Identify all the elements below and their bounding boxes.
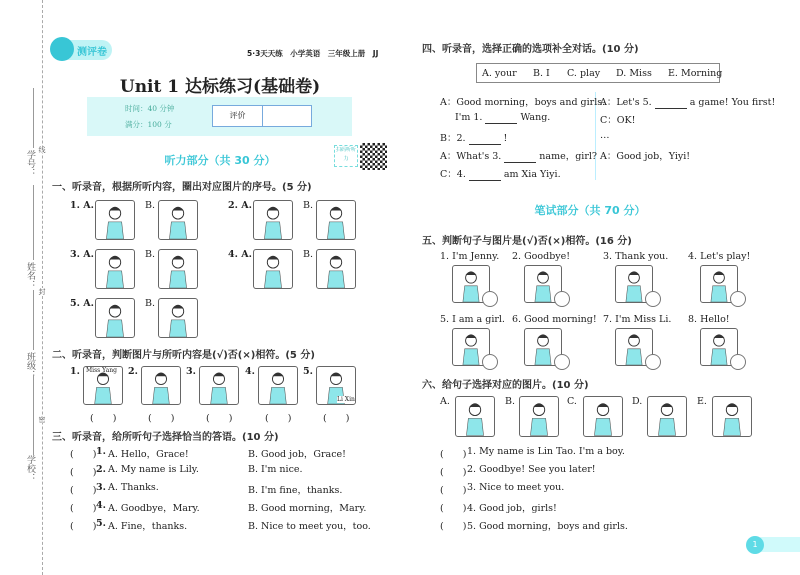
sentence: 3. Nice to meet you. [467,482,565,493]
statement: 7. I'm Miss Li. [603,314,672,325]
dialog-text: I'm 1. [455,112,483,123]
dialog-text: a game! You first! [689,97,776,108]
item-number: 5. A. [70,298,94,309]
answer-paren[interactable]: ( ) [265,413,292,424]
answer-blank[interactable] [504,151,536,163]
answer-paren[interactable]: ( ) [70,521,97,532]
picture-letter: A. [440,396,450,407]
dialog-text: Wang. [520,112,551,123]
dialog-line [600,112,635,126]
dialog-line [440,130,507,145]
item-number: 2. [128,366,138,377]
item-number: 3. [186,366,196,377]
section-6-title: 六、给句子选择对应的图片。(10 分) [422,380,589,391]
option-a-picture [253,249,293,289]
item-number: 4. A. [228,249,252,260]
page-strip [760,537,800,552]
section-1-title: 一、听录音，根据所听内容，圈出对应图片的序号。(5 分) [52,182,312,193]
option: C. play [567,68,601,79]
option-a-picture [253,200,293,240]
item-number: 4. [245,366,255,377]
answer-circle[interactable] [645,354,661,370]
series-header: 5·3天天练 小学英语 三年级上册 JJ [247,49,379,58]
option-b-picture [158,298,198,338]
field-line [33,185,34,260]
answer-circle[interactable] [482,291,498,307]
picture-letter: E. [697,396,707,407]
option: A. your [482,68,517,79]
field-school: 学校： [25,455,35,482]
option-a-picture [95,298,135,338]
answer-paren[interactable]: ( ) [440,449,467,460]
sentence: 4. Good job，girls! [467,503,557,514]
answer-paren[interactable]: ( ) [70,485,97,496]
dialog-text: … [600,130,610,141]
option-b-label: B. [145,200,156,211]
logo-label: 测评卷 [77,47,107,58]
field-student-id: 学号： [25,150,35,177]
page-title: Unit 1 达标练习(基础卷) [119,77,321,97]
item-number: 2. [96,464,106,475]
option-a-picture [95,249,135,289]
statement: 1. I'm Jenny. [440,251,500,262]
option-b: B. I'm fine，thanks. [248,485,343,496]
dialog-line [440,148,597,163]
choice-picture [712,396,752,437]
field-line [33,290,34,350]
option-b-label: B. [145,249,156,260]
dialog-line [600,130,610,141]
option-b: B. I'm nice. [248,464,303,475]
dialog-line [455,112,550,124]
answer-paren[interactable]: ( ) [440,467,467,478]
option: E. Morning [668,68,723,79]
section-5-title: 五、判断句子与图片是(√)否(×)相符。(16 分) [422,236,632,247]
info-box [87,97,352,136]
field-class: 班级： [25,352,35,379]
statement: 2. Goodbye! [512,251,571,262]
statement: 3. Thank you. [603,251,669,262]
answer-circle[interactable] [482,354,498,370]
section-4-title: 四、听录音，选择正确的选项补全对话。(10 分) [422,44,639,55]
answer-paren[interactable]: ( ) [440,485,467,496]
option-b-picture [316,249,356,289]
item-number: 3. [96,482,106,493]
judge-picture [83,366,123,405]
item-number: 4. [96,500,106,511]
item-number: 2. A. [228,200,252,211]
dialog-text: C：4. [440,169,466,180]
pic-text: Li Xin [337,396,355,403]
choice-picture [519,396,559,437]
picture-letter: B. [505,396,516,407]
choice-picture [583,396,623,437]
choice-picture [647,396,687,437]
answer-blank[interactable] [469,169,501,181]
cut-mark: 密 [38,416,46,423]
answer-paren[interactable]: ( ) [70,449,97,460]
option-b-label: B. [145,298,156,309]
judge-picture [199,366,239,405]
sentence: 1. My name is Lin Tao. I'm a boy. [467,446,625,457]
answer-circle[interactable] [645,291,661,307]
field-line [33,88,34,148]
sentence: 5. Good morning，boys and girls. [467,521,628,532]
answer-paren[interactable]: ( ) [148,413,175,424]
page-number: 1 [746,536,764,554]
field-name: 姓名： [25,262,35,289]
option-b-picture [158,249,198,289]
option-a: A. Goodbye，Mary. [108,503,200,514]
dialog-text: A：What's 3. [440,151,502,162]
answer-circle[interactable] [554,354,570,370]
logo [52,40,112,60]
statement: 5. I am a girl. [440,314,505,325]
dialog-text: A：Good morning，boys and girls. [440,97,606,108]
answer-blank[interactable] [485,112,517,124]
option-b: B. Good morning，Mary. [248,503,367,514]
time-limit: 时间：40 分钟 [125,104,175,113]
evaluation-label: 评价 [213,106,263,126]
section-2-title: 二、听录音，判断图片与所听内容是(√)否(×)相符。(5 分) [52,350,315,361]
judge-picture [141,366,181,405]
cut-mark: 线 [38,146,46,153]
option-b-label: B. [303,249,314,260]
item-number: 5. [96,518,106,529]
item-number: 3. A. [70,249,94,260]
statement: 4. Let's play! [688,251,751,262]
sentence: 2. Goodbye! See you later! [467,464,596,475]
option-a: A. Hello，Grace! [108,449,189,460]
listening-section-title: 听力部分（共 30 分） [164,154,276,167]
answer-circle[interactable] [554,291,570,307]
full-score: 满分：100 分 [125,120,172,129]
answer-paren[interactable]: ( ) [206,413,233,424]
option: B. I [533,68,550,79]
item-number: 5. [303,366,313,377]
picture-letter: D. [632,396,643,407]
logo-face-icon [50,37,74,61]
option-b-picture [158,200,198,240]
qr-label: 扫码听听力 [334,145,358,167]
option-a: A. My name is Lily. [108,464,199,475]
answer-paren[interactable]: ( ) [70,467,97,478]
dialog-text: C：OK! [600,115,636,126]
item-number: 1. A. [70,200,94,211]
option: D. Miss [616,68,652,79]
dialog-text: name，girl? [539,151,598,162]
dialog-text: ! [503,133,508,144]
written-section-title: 笔试部分（共 70 分） [534,204,646,217]
option-b: B. Good job，Grace! [248,449,346,460]
dialog-text: A：Let's 5. [600,97,652,108]
option-b-picture [316,200,356,240]
cut-mark: 封 [38,288,46,295]
field-line [33,375,34,455]
picture-letter: C. [567,396,577,407]
option-b-label: B. [303,200,314,211]
dialog-text: am Xia Yiyi. [503,169,561,180]
dialog-line [600,148,690,162]
dialog-line [600,94,775,109]
answer-paren[interactable]: ( ) [440,503,467,514]
statement: 8. Hello! [688,314,730,325]
answer-paren[interactable]: ( ) [323,413,350,424]
option-b: B. Nice to meet you，too. [248,521,371,532]
options-box [476,63,723,83]
dialog-text: B：2. [440,133,466,144]
answer-circle[interactable] [730,291,746,307]
answer-circle[interactable] [730,354,746,370]
answer-blank[interactable] [655,97,687,109]
item-number: 1. [96,446,106,457]
answer-paren[interactable]: ( ) [440,521,467,532]
dialog-line [440,94,605,108]
option-a-picture [95,200,135,240]
evaluation-box [212,105,312,127]
section-3-title: 三、听录音，给所听句子选择恰当的答语。(10 分) [52,432,279,443]
statement: 6. Good morning! [512,314,597,325]
dialog-line [440,166,561,181]
pic-text: Miss Yang [86,367,117,374]
dialog-text: A：Good job，Yiyi! [600,151,691,162]
item-number: 1. [70,366,80,377]
choice-picture [455,396,495,437]
answer-paren[interactable]: ( ) [90,413,117,424]
judge-picture [258,366,298,405]
option-a: A. Thanks. [108,482,159,493]
answer-blank[interactable] [469,133,501,145]
answer-paren[interactable]: ( ) [70,503,97,514]
option-a: A. Fine，thanks. [108,521,188,532]
judge-picture [316,366,356,405]
